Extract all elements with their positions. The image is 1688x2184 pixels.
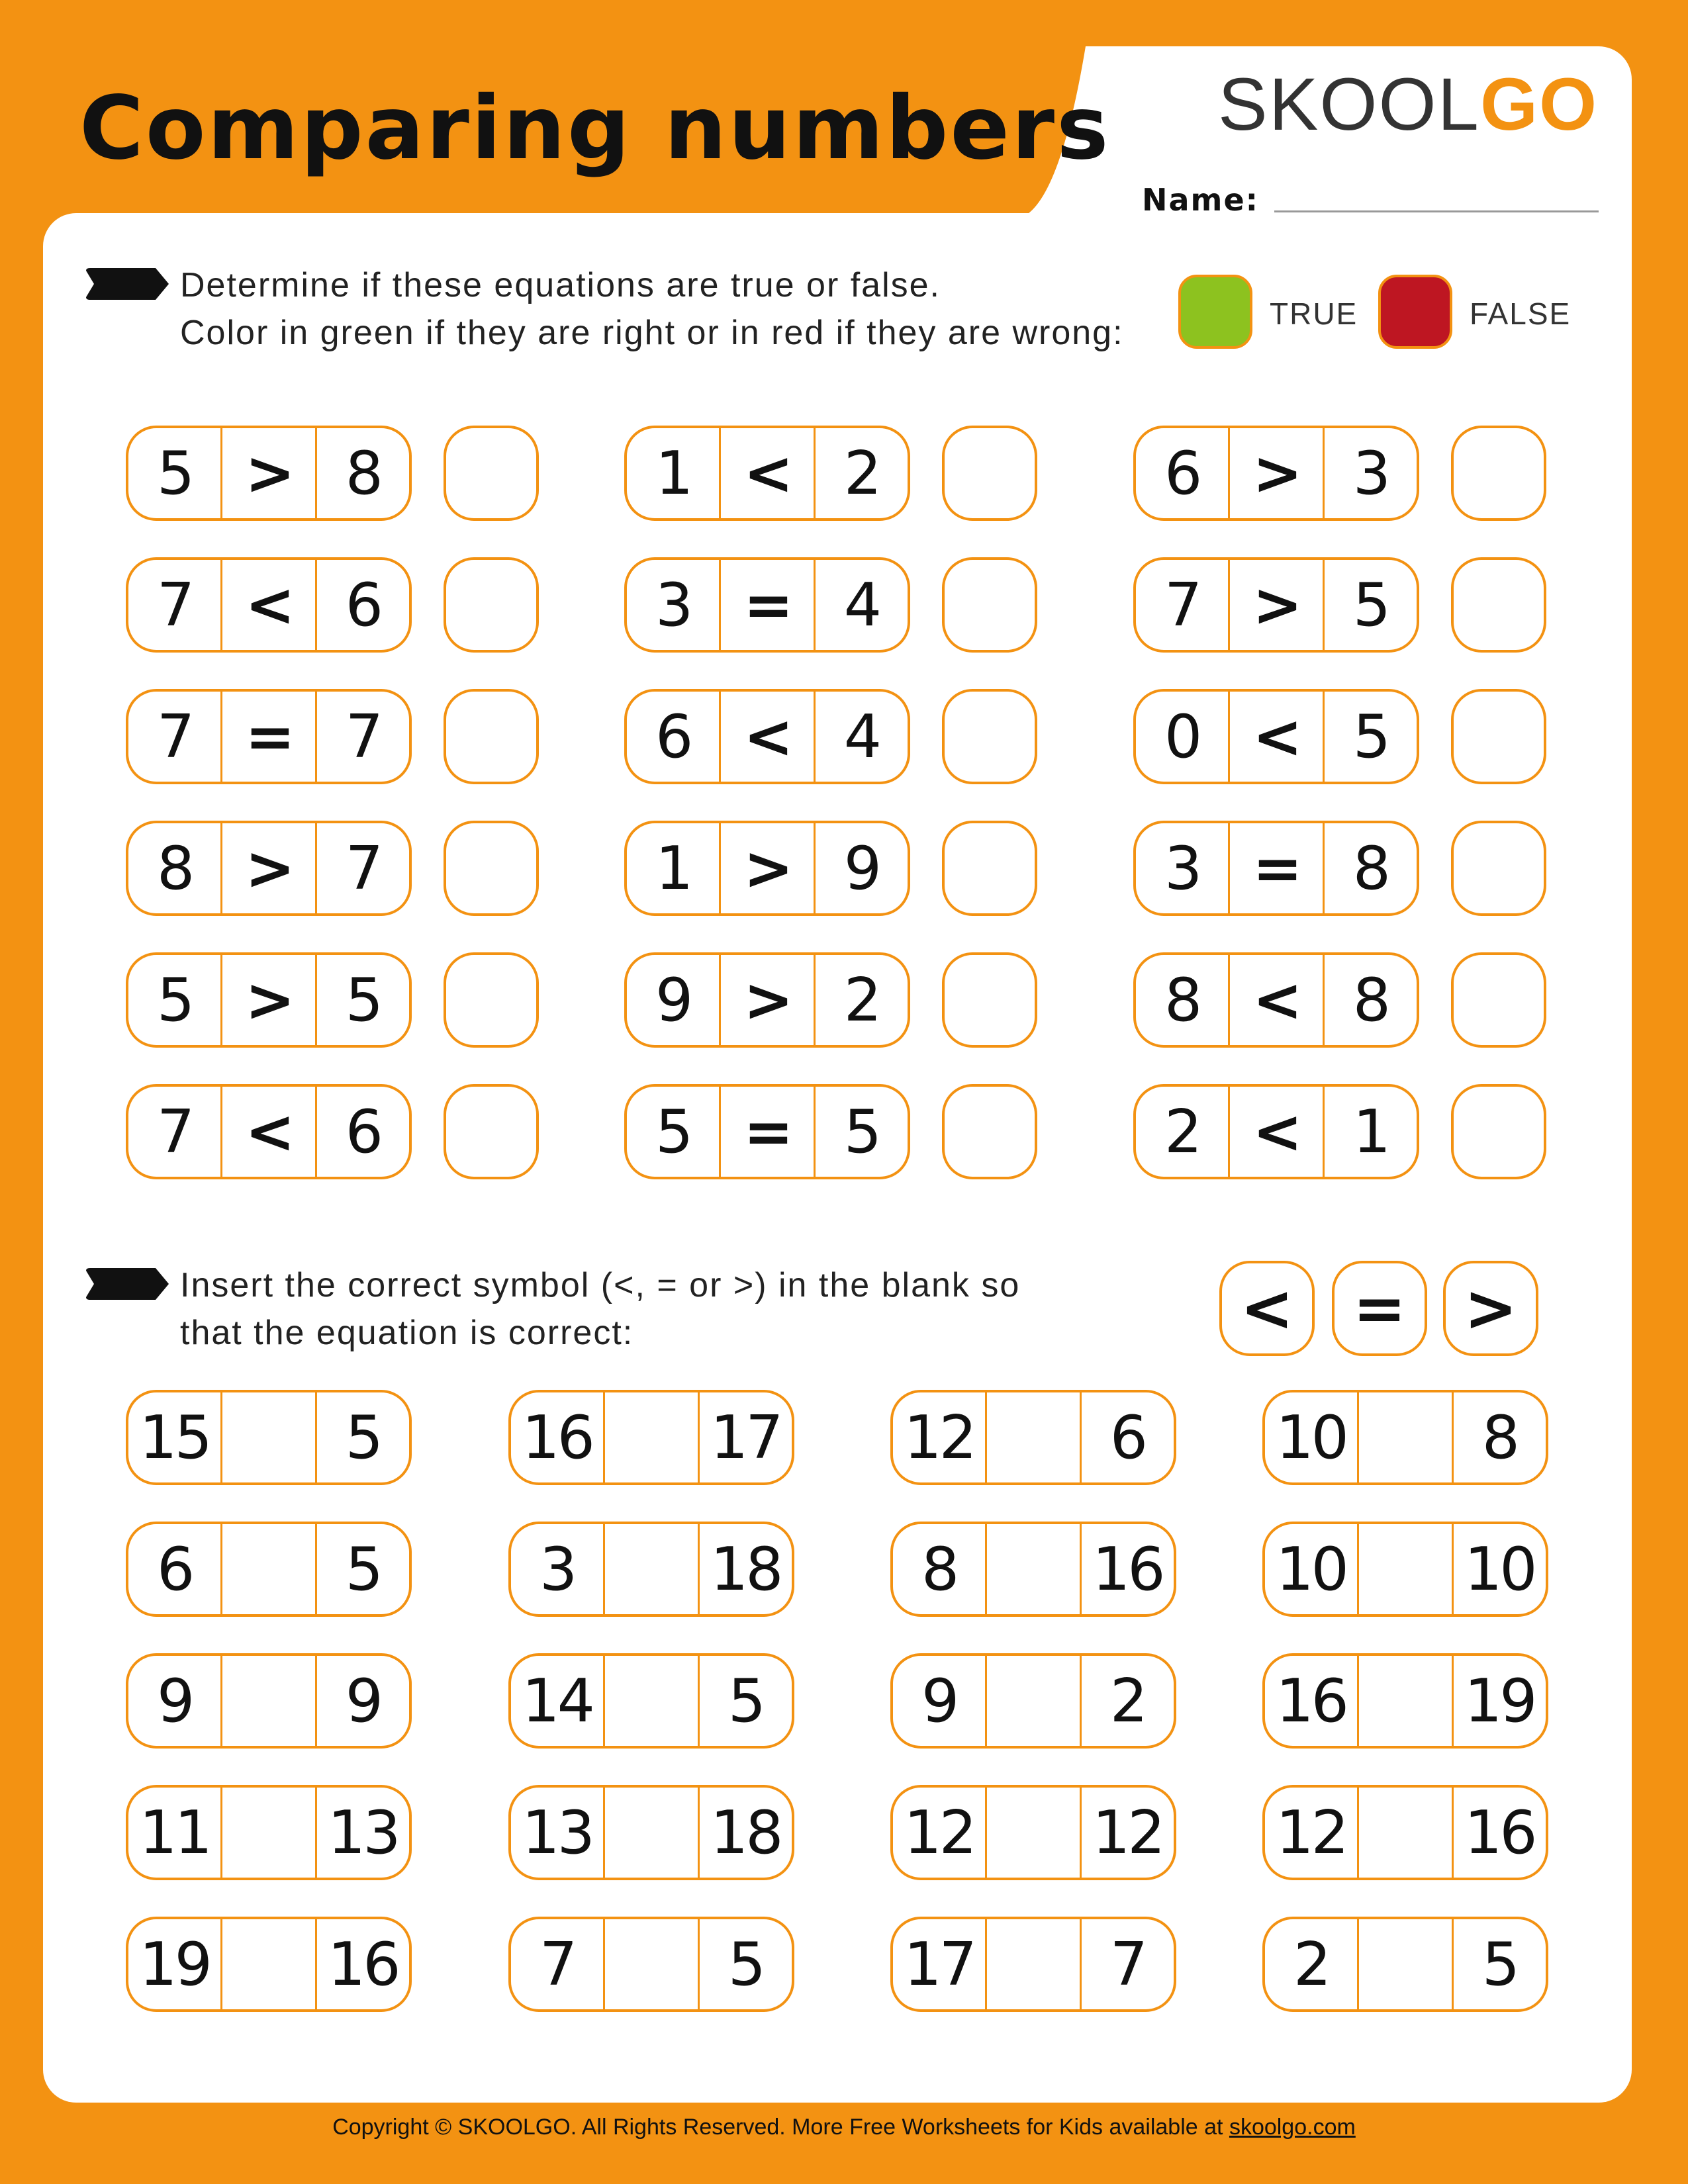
footer-copyright: Copyright © SKOOLGO. All Rights Reserved. More Free Worksheets for Kids available at (332, 2115, 1229, 2140)
left-number: 5 (655, 1097, 691, 1167)
left-number: 6 (157, 1534, 193, 1604)
left-number: 1 (655, 833, 691, 903)
right-number: 4 (843, 702, 879, 772)
equation-row (1133, 426, 1419, 521)
right-number: 5 (1352, 702, 1388, 772)
right-number: 6 (1109, 1402, 1145, 1473)
right-number: 5 (345, 965, 381, 1035)
fill-in-equation-row (508, 1653, 794, 1749)
right-number: 1 (1352, 1097, 1388, 1167)
left-number: 19 (139, 1929, 210, 1999)
section1-instruction-line2: Color in green if they are right or in red if they are wrong: (180, 314, 1124, 352)
equation-row (126, 557, 412, 653)
symbol-blank[interactable] (603, 1919, 699, 2009)
section1-instruction-line1: Determine if these equations are true or false. (180, 266, 941, 304)
symbol-blank[interactable] (985, 1788, 1081, 1878)
symbol-blank[interactable] (220, 1524, 316, 1614)
comparison-symbol: < (1228, 1087, 1324, 1177)
answer-color-box[interactable] (1451, 952, 1546, 1048)
answer-color-box[interactable] (1451, 821, 1546, 916)
answer-color-box[interactable] (1451, 557, 1546, 653)
answer-color-box[interactable] (942, 821, 1037, 916)
symbol-blank[interactable] (985, 1524, 1081, 1614)
left-number: 8 (157, 833, 193, 903)
right-number: 16 (328, 1929, 399, 1999)
equation-row (624, 1084, 910, 1179)
section2-instruction-line2: that the equation is correct: (180, 1314, 634, 1352)
answer-color-box[interactable] (444, 426, 539, 521)
left-number: 3 (655, 570, 691, 640)
comparison-symbol: > (220, 428, 316, 518)
fill-in-equation-row (126, 1653, 412, 1749)
left-number: 17 (904, 1929, 974, 1999)
left-number: 12 (1276, 1797, 1346, 1868)
footer-link[interactable]: skoolgo.com (1229, 2115, 1356, 2140)
right-number: 8 (1352, 965, 1388, 1035)
right-number: 10 (1464, 1534, 1535, 1604)
right-number: 7 (1109, 1929, 1145, 1999)
logo-text-accent: GO (1479, 62, 1599, 146)
right-number: 7 (345, 702, 381, 772)
right-number: 6 (345, 1097, 381, 1167)
answer-color-box[interactable] (942, 1084, 1037, 1179)
symbol-blank[interactable] (1357, 1656, 1453, 1746)
right-number: 5 (345, 1402, 381, 1473)
comparison-symbol: > (1228, 560, 1324, 650)
comparison-symbol: < (719, 428, 815, 518)
left-number: 5 (157, 965, 193, 1035)
comparison-symbol: < (1228, 692, 1324, 782)
equation-row (126, 821, 412, 916)
section2-instruction-line1: Insert the correct symbol (<, = or >) in the blank so (180, 1266, 1021, 1304)
right-number: 3 (1352, 438, 1388, 508)
symbol-equals: = (1332, 1261, 1427, 1356)
symbol-blank[interactable] (1357, 1919, 1453, 2009)
skoolgo-logo (1218, 61, 1598, 147)
equation-row (1133, 689, 1419, 784)
answer-color-box[interactable] (942, 557, 1037, 653)
fill-in-equation-row (508, 1522, 794, 1617)
fill-in-equation-row (1262, 1785, 1548, 1880)
right-number: 8 (1481, 1402, 1517, 1473)
answer-color-box[interactable] (942, 689, 1037, 784)
equation-row (1133, 952, 1419, 1048)
left-number: 10 (1276, 1402, 1346, 1473)
comparison-symbol: > (719, 823, 815, 913)
fill-in-equation-row (126, 1390, 412, 1485)
right-number: 6 (345, 570, 381, 640)
footer (0, 2115, 1688, 2140)
fill-in-equation-row (890, 1390, 1176, 1485)
fill-in-equation-row (890, 1917, 1176, 2012)
legend-true-label: TRUE (1270, 296, 1358, 331)
left-number: 16 (522, 1402, 592, 1473)
equation-row (126, 426, 412, 521)
right-number: 7 (345, 833, 381, 903)
comparison-symbol: < (719, 692, 815, 782)
fill-in-equation-row (1262, 1653, 1548, 1749)
equation-row (624, 689, 910, 784)
answer-color-box[interactable] (444, 952, 539, 1048)
left-number: 9 (157, 1666, 193, 1736)
comparison-symbol: = (220, 692, 316, 782)
comparison-symbol: > (719, 955, 815, 1045)
answer-color-box[interactable] (942, 426, 1037, 521)
right-number: 5 (345, 1534, 381, 1604)
left-number: 15 (139, 1402, 210, 1473)
right-number: 4 (843, 570, 879, 640)
comparison-symbol: = (719, 560, 815, 650)
legend-false-label: FALSE (1470, 296, 1571, 331)
fill-in-equation-row (508, 1917, 794, 2012)
left-number: 2 (1293, 1929, 1329, 1999)
comparison-symbol: < (220, 1087, 316, 1177)
fill-in-equation-row (508, 1785, 794, 1880)
section1-arrow-icon (86, 268, 169, 300)
name-input-line[interactable] (1274, 210, 1599, 212)
equation-row (624, 426, 910, 521)
right-number: 17 (710, 1402, 781, 1473)
answer-color-box[interactable] (1451, 689, 1546, 784)
left-number: 3 (1164, 833, 1200, 903)
left-number: 6 (655, 702, 691, 772)
symbol-blank[interactable] (603, 1788, 699, 1878)
equation-row (126, 689, 412, 784)
answer-color-box[interactable] (444, 1084, 539, 1179)
legend-true-swatch (1178, 275, 1252, 349)
symbol-blank[interactable] (985, 1392, 1081, 1482)
name-label: Name: (1142, 182, 1260, 218)
symbol-blank[interactable] (603, 1524, 699, 1614)
answer-color-box[interactable] (444, 821, 539, 916)
equation-row (624, 557, 910, 653)
right-number: 5 (1352, 570, 1388, 640)
equation-row (624, 821, 910, 916)
fill-in-equation-row (1262, 1390, 1548, 1485)
left-number: 7 (157, 702, 193, 772)
right-number: 16 (1464, 1797, 1535, 1868)
symbol-blank[interactable] (220, 1656, 316, 1746)
page-title: Comparing numbers (79, 77, 1111, 179)
right-number: 8 (1352, 833, 1388, 903)
right-number: 13 (328, 1797, 399, 1868)
left-number: 16 (1276, 1666, 1346, 1736)
left-number: 12 (904, 1797, 974, 1868)
left-number: 7 (1164, 570, 1200, 640)
right-number: 16 (1092, 1534, 1163, 1604)
comparison-symbol: < (1228, 955, 1324, 1045)
fill-in-equation-row (126, 1522, 412, 1617)
answer-color-box[interactable] (1451, 1084, 1546, 1179)
equation-row (126, 1084, 412, 1179)
comparison-symbol: > (220, 955, 316, 1045)
fill-in-equation-row (126, 1917, 412, 2012)
equation-row (1133, 557, 1419, 653)
symbol-greater-than: > (1443, 1261, 1538, 1356)
left-number: 12 (904, 1402, 974, 1473)
symbol-blank[interactable] (220, 1788, 316, 1878)
answer-color-box[interactable] (444, 689, 539, 784)
left-number: 0 (1164, 702, 1200, 772)
right-number: 18 (710, 1797, 781, 1868)
answer-color-box[interactable] (1451, 426, 1546, 521)
fill-in-equation-row (890, 1653, 1176, 1749)
left-number: 2 (1164, 1097, 1200, 1167)
right-number: 2 (1109, 1666, 1145, 1736)
left-number: 10 (1276, 1534, 1346, 1604)
left-number: 9 (921, 1666, 957, 1736)
left-number: 14 (522, 1666, 592, 1736)
right-number: 2 (843, 438, 879, 508)
equation-row (624, 952, 910, 1048)
comparison-symbol: = (719, 1087, 815, 1177)
symbol-blank[interactable] (1357, 1392, 1453, 1482)
right-number: 19 (1464, 1666, 1535, 1736)
left-number: 6 (1164, 438, 1200, 508)
comparison-symbol: < (220, 560, 316, 650)
left-number: 8 (921, 1534, 957, 1604)
symbol-less-than: < (1219, 1261, 1315, 1356)
symbol-blank[interactable] (603, 1656, 699, 1746)
section2-instructions (180, 1261, 1020, 1357)
left-number: 7 (157, 570, 193, 640)
equation-row (1133, 1084, 1419, 1179)
fill-in-equation-row (890, 1522, 1176, 1617)
right-number: 9 (843, 833, 879, 903)
comparison-symbol: = (1228, 823, 1324, 913)
right-number: 8 (345, 438, 381, 508)
left-number: 7 (157, 1097, 193, 1167)
legend-false-swatch (1378, 275, 1452, 349)
fill-in-equation-row (1262, 1522, 1548, 1617)
answer-color-box[interactable] (444, 557, 539, 653)
right-number: 12 (1092, 1797, 1163, 1868)
left-number: 7 (539, 1929, 575, 1999)
right-number: 5 (843, 1097, 879, 1167)
symbol-blank[interactable] (1357, 1788, 1453, 1878)
comparison-symbol: > (1228, 428, 1324, 518)
right-number: 5 (727, 1666, 763, 1736)
right-number: 5 (1481, 1929, 1517, 1999)
answer-color-box[interactable] (942, 952, 1037, 1048)
section1-instructions (180, 261, 1124, 357)
left-number: 13 (522, 1797, 592, 1868)
comparison-symbol: > (220, 823, 316, 913)
right-number: 2 (843, 965, 879, 1035)
left-number: 5 (157, 438, 193, 508)
left-number: 3 (539, 1534, 575, 1604)
equation-row (1133, 821, 1419, 916)
symbol-blank[interactable] (1357, 1524, 1453, 1614)
right-number: 5 (727, 1929, 763, 1999)
right-number: 18 (710, 1534, 781, 1604)
left-number: 11 (139, 1797, 210, 1868)
section2-arrow-icon (86, 1268, 169, 1300)
fill-in-equation-row (508, 1390, 794, 1485)
right-number: 9 (345, 1666, 381, 1736)
symbol-blank[interactable] (985, 1656, 1081, 1746)
symbol-blank[interactable] (220, 1919, 316, 2009)
equation-row (126, 952, 412, 1048)
left-number: 1 (655, 438, 691, 508)
symbol-blank[interactable] (985, 1919, 1081, 2009)
fill-in-equation-row (890, 1785, 1176, 1880)
symbol-blank[interactable] (603, 1392, 699, 1482)
symbol-blank[interactable] (220, 1392, 316, 1482)
fill-in-equation-row (1262, 1917, 1548, 2012)
left-number: 8 (1164, 965, 1200, 1035)
logo-text-main: SKOOL (1218, 62, 1480, 146)
left-number: 9 (655, 965, 691, 1035)
fill-in-equation-row (126, 1785, 412, 1880)
